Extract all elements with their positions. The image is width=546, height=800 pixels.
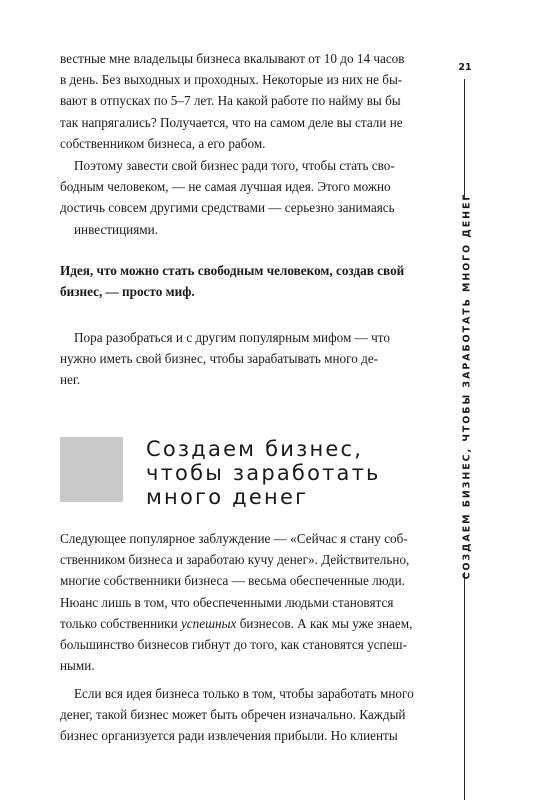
text-line: бизнес, — просто миф. <box>60 284 195 300</box>
text-line: собственником бизнеса, а его рабом. <box>60 135 266 151</box>
italic-word: успешных <box>180 615 237 631</box>
text-line: нужно иметь свой бизнес, чтобы зарабатывать много де- <box>60 351 379 367</box>
text-line: вают в отпусках по 5–7 лет. На какой работе по найму вы бы <box>60 93 401 109</box>
text-line: денег, такой бизнес может быть обречен изначально. Каждый <box>60 707 406 723</box>
paragraph-2 <box>60 155 430 240</box>
paragraph-3 <box>60 327 430 391</box>
text-line: так напрягались? Получается, что на самом деле вы стали не <box>60 114 403 130</box>
text-line: Идея, что можно стать свободным человеком, создав свой <box>60 263 405 278</box>
section-heading <box>146 437 381 509</box>
text-fragment: только собственники <box>60 615 181 631</box>
text-line: бодным человеком, — не самая лучшая идея. Этого можно <box>60 179 391 195</box>
text-line: ными. <box>60 658 95 674</box>
text-fragment: бизнесов. А как мы уже знаем, <box>236 615 413 631</box>
text-line: в день. Без выходных и проходных. Некоторые из них не бы- <box>60 72 403 88</box>
heading-line: много денег <box>146 485 309 509</box>
heading-marker-square <box>60 437 123 502</box>
text-line: Нюанс лишь в том, что обеспеченными людьми становятся <box>60 594 394 610</box>
paragraph-1 <box>60 48 430 154</box>
heading-line: Создаем бизнес, <box>146 437 364 461</box>
text-line: инвестициями. <box>74 221 158 237</box>
text-line: Следующее популярное заблуждение — «Сейчас я стану соб- <box>60 531 408 546</box>
text-line: Если вся идея бизнеса только в том, чтобы заработать много <box>74 686 414 701</box>
paragraph-4 <box>60 528 430 676</box>
text-line-with-italic <box>60 613 430 634</box>
margin-rule-top <box>464 79 465 200</box>
text-line: нег. <box>60 372 81 388</box>
text-line: бизнес организуется ради извлечения прибыли. Но клиенты <box>60 728 398 744</box>
text-line: достичь совсем другими средствами — серьезно занимаясь <box>60 200 395 216</box>
paragraph-5 <box>60 683 430 747</box>
text-line: большинство бизнесов гибнут до того, как становятся успеш- <box>60 637 407 653</box>
text-line: ственником бизнеса и заработаю кучу денег». Действительно, <box>60 552 410 568</box>
page-number: 21 <box>458 62 472 73</box>
text-line: многие собственники бизнеса — весьма обеспеченные люди. <box>60 573 405 589</box>
heading-line: чтобы заработать <box>146 461 381 485</box>
text-line: Пора разобраться и с другим популярным мифом — что <box>74 330 390 345</box>
running-head: СОЗДАЕМ БИЗНЕС, ЧТОБЫ ЗАРАБОТАТЬ МНОГО ДЕНЕГ <box>461 192 473 580</box>
text-line: Поэтому завести свой бизнес ради того, чтобы стать сво- <box>74 158 395 173</box>
highlight-statement <box>60 260 430 302</box>
margin-rule-bottom <box>464 572 465 800</box>
text-line: вестные мне владельцы бизнеса вкалывают от 10 до 14 часов <box>60 51 405 66</box>
